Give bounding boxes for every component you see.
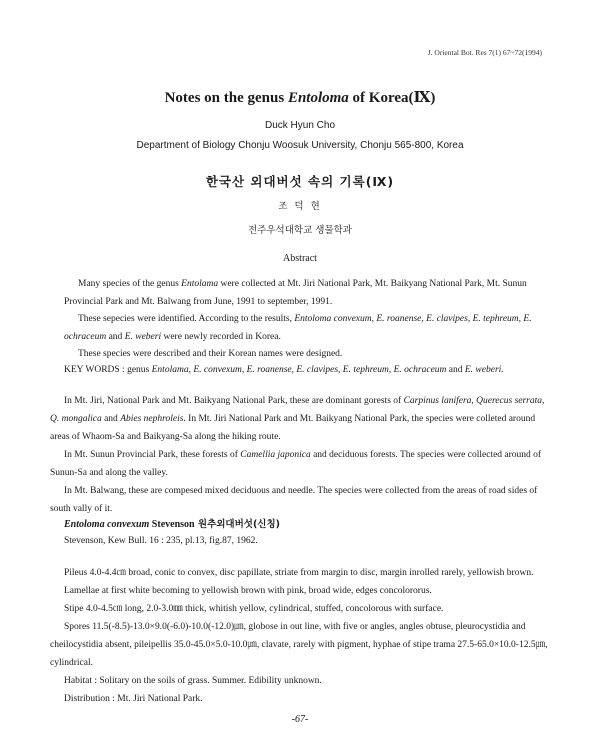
- author-name: Duck Hyun Cho: [264, 120, 336, 131]
- abstract-body: [64, 276, 542, 364]
- abstract-paragraph-2: [64, 311, 542, 346]
- species-description: [50, 564, 550, 708]
- author-affiliation: Department of Biology Chonju Woosuk University, Chonju 565-800, Korea: [136, 140, 464, 151]
- text-run: and deciduous forests. The species were collected around of Sunun-Sa and along the valley.: [50, 450, 542, 478]
- habitat-description: Habitat : Solitary on the soils of grass. Summer. Edibility unknown.: [64, 676, 322, 686]
- korean-title: 한국산 외대버섯 속의 기록(Ⅸ): [205, 174, 395, 189]
- species-name: E. weberi: [124, 331, 162, 342]
- species-name: Camellia japonica: [240, 450, 311, 460]
- page-number: -67-: [291, 714, 309, 725]
- journal-citation: J. Oriental Bot. Res 7(1) 67~72(1994): [427, 48, 542, 57]
- spores-description: Spores 11.5(-8.5)-13.0×9.0(-6.0)-10.0(-12.0)㎛, globose in out line, with five or angles, angles obtuse, pleurocystidia and cheilocystidia absent, pileipellis 35.0-45.0×5.0-10.0㎛, clavate, rarely with pigment, hyphae of stipe trama 27.5-65.0×10.0-12.5㎛, cylindrical.: [50, 622, 548, 668]
- lamellae-description: Lamellae at first white becoming to yellowish brown with pink, broad wide, edges concolororus.: [64, 586, 432, 596]
- distribution-description: Distribution : Mt. Jiri National Park.: [64, 694, 203, 704]
- keywords-label: KEY WORDS : genus: [64, 365, 152, 375]
- title-genus: Entoloma: [287, 90, 349, 106]
- intro-paragraph-1: [50, 392, 550, 446]
- abstract-paragraph-1: [64, 276, 542, 311]
- text-run: were collected at Mt. Jiri National Park, Mt. Baikyang National Park, Mt. Sunun Provincial Park and Mt. Balwang from June, 1991 to september, 1991.: [64, 279, 527, 307]
- species-heading: [64, 516, 280, 530]
- keywords: [64, 362, 542, 379]
- species-reference: Stevenson, Kew Bull. 16 : 235, pl.13, fig.87, 1962.: [64, 536, 258, 546]
- korean-author: 조 덕 현: [278, 201, 322, 212]
- pileus-description: Pileus 4.0-4.4㎝ broad, conic to convex, disc papillate, striate from margin to disc, margin inrolled rarely, yellowish brown.: [64, 568, 534, 578]
- text-run: In Mt. Sunun Provincial Park, these forests of: [64, 450, 241, 460]
- text-run: and: [106, 331, 125, 342]
- species-name: Entoloma convexum: [64, 519, 150, 530]
- text-run: Many species of the genus: [78, 279, 182, 289]
- intro-paragraph-2: [50, 446, 550, 482]
- text-run: and: [446, 365, 465, 375]
- abstract-heading: Abstract: [283, 253, 317, 264]
- text-run: were newly recorded in Korea.: [161, 331, 281, 342]
- text-run: . In Mt. Jiri National Park and Mt. Baikyang National Park, the species were colleted around areas of Whaom-Sa and Baikyang-Sa along the hiking route.: [50, 414, 536, 442]
- title-prefix: Notes on the genus: [164, 90, 288, 106]
- paper-title: [0, 88, 600, 107]
- text-run: and: [101, 414, 121, 424]
- genus-name: Entolama: [181, 279, 219, 289]
- korean-affiliation: 전주우석대학교 생물학과: [248, 225, 352, 236]
- text-run: In Mt. Jiri, National Park and Mt. Baikyang National Park, these are dominant gorests of: [64, 396, 404, 406]
- keywords-last: E. weberi.: [464, 365, 504, 375]
- abstract-paragraph-3: These species were described and their Korean names were designed.: [78, 349, 343, 359]
- species-authority: Stevenson: [149, 519, 195, 530]
- intro-paragraph-3: In Mt. Balwang, these are compesed mixed deciduous and needle. The species were collected from the areas of road sides of south vally of it.: [50, 486, 538, 514]
- title-suffix: of Korea(Ⅸ): [348, 90, 436, 106]
- text-run: These sepecies were identified. According to the results,: [78, 314, 295, 324]
- introduction: [50, 392, 550, 518]
- species-list: Entoloma convexum, E. roanense, E. clavipes, E. tephreum, E. ochraceum: [64, 314, 532, 342]
- keywords-list: Entolama, E. convexum, E. roanense, E. clavipes, E. tephreum, E. ochraceum: [151, 365, 447, 375]
- species-korean-name: 원추외대버섯(신칭): [194, 519, 281, 530]
- species-name: Abies nephroleis: [120, 414, 184, 424]
- species-list: Carpinus lanifera, Querecus serrata, Q. mongalica: [50, 396, 545, 424]
- stipe-description: Stipe 4.0-4.5㎝ long, 2.0-3.0㎜ thick, whitish yellow, cylindrical, stuffed, concolorous with surface.: [64, 604, 444, 614]
